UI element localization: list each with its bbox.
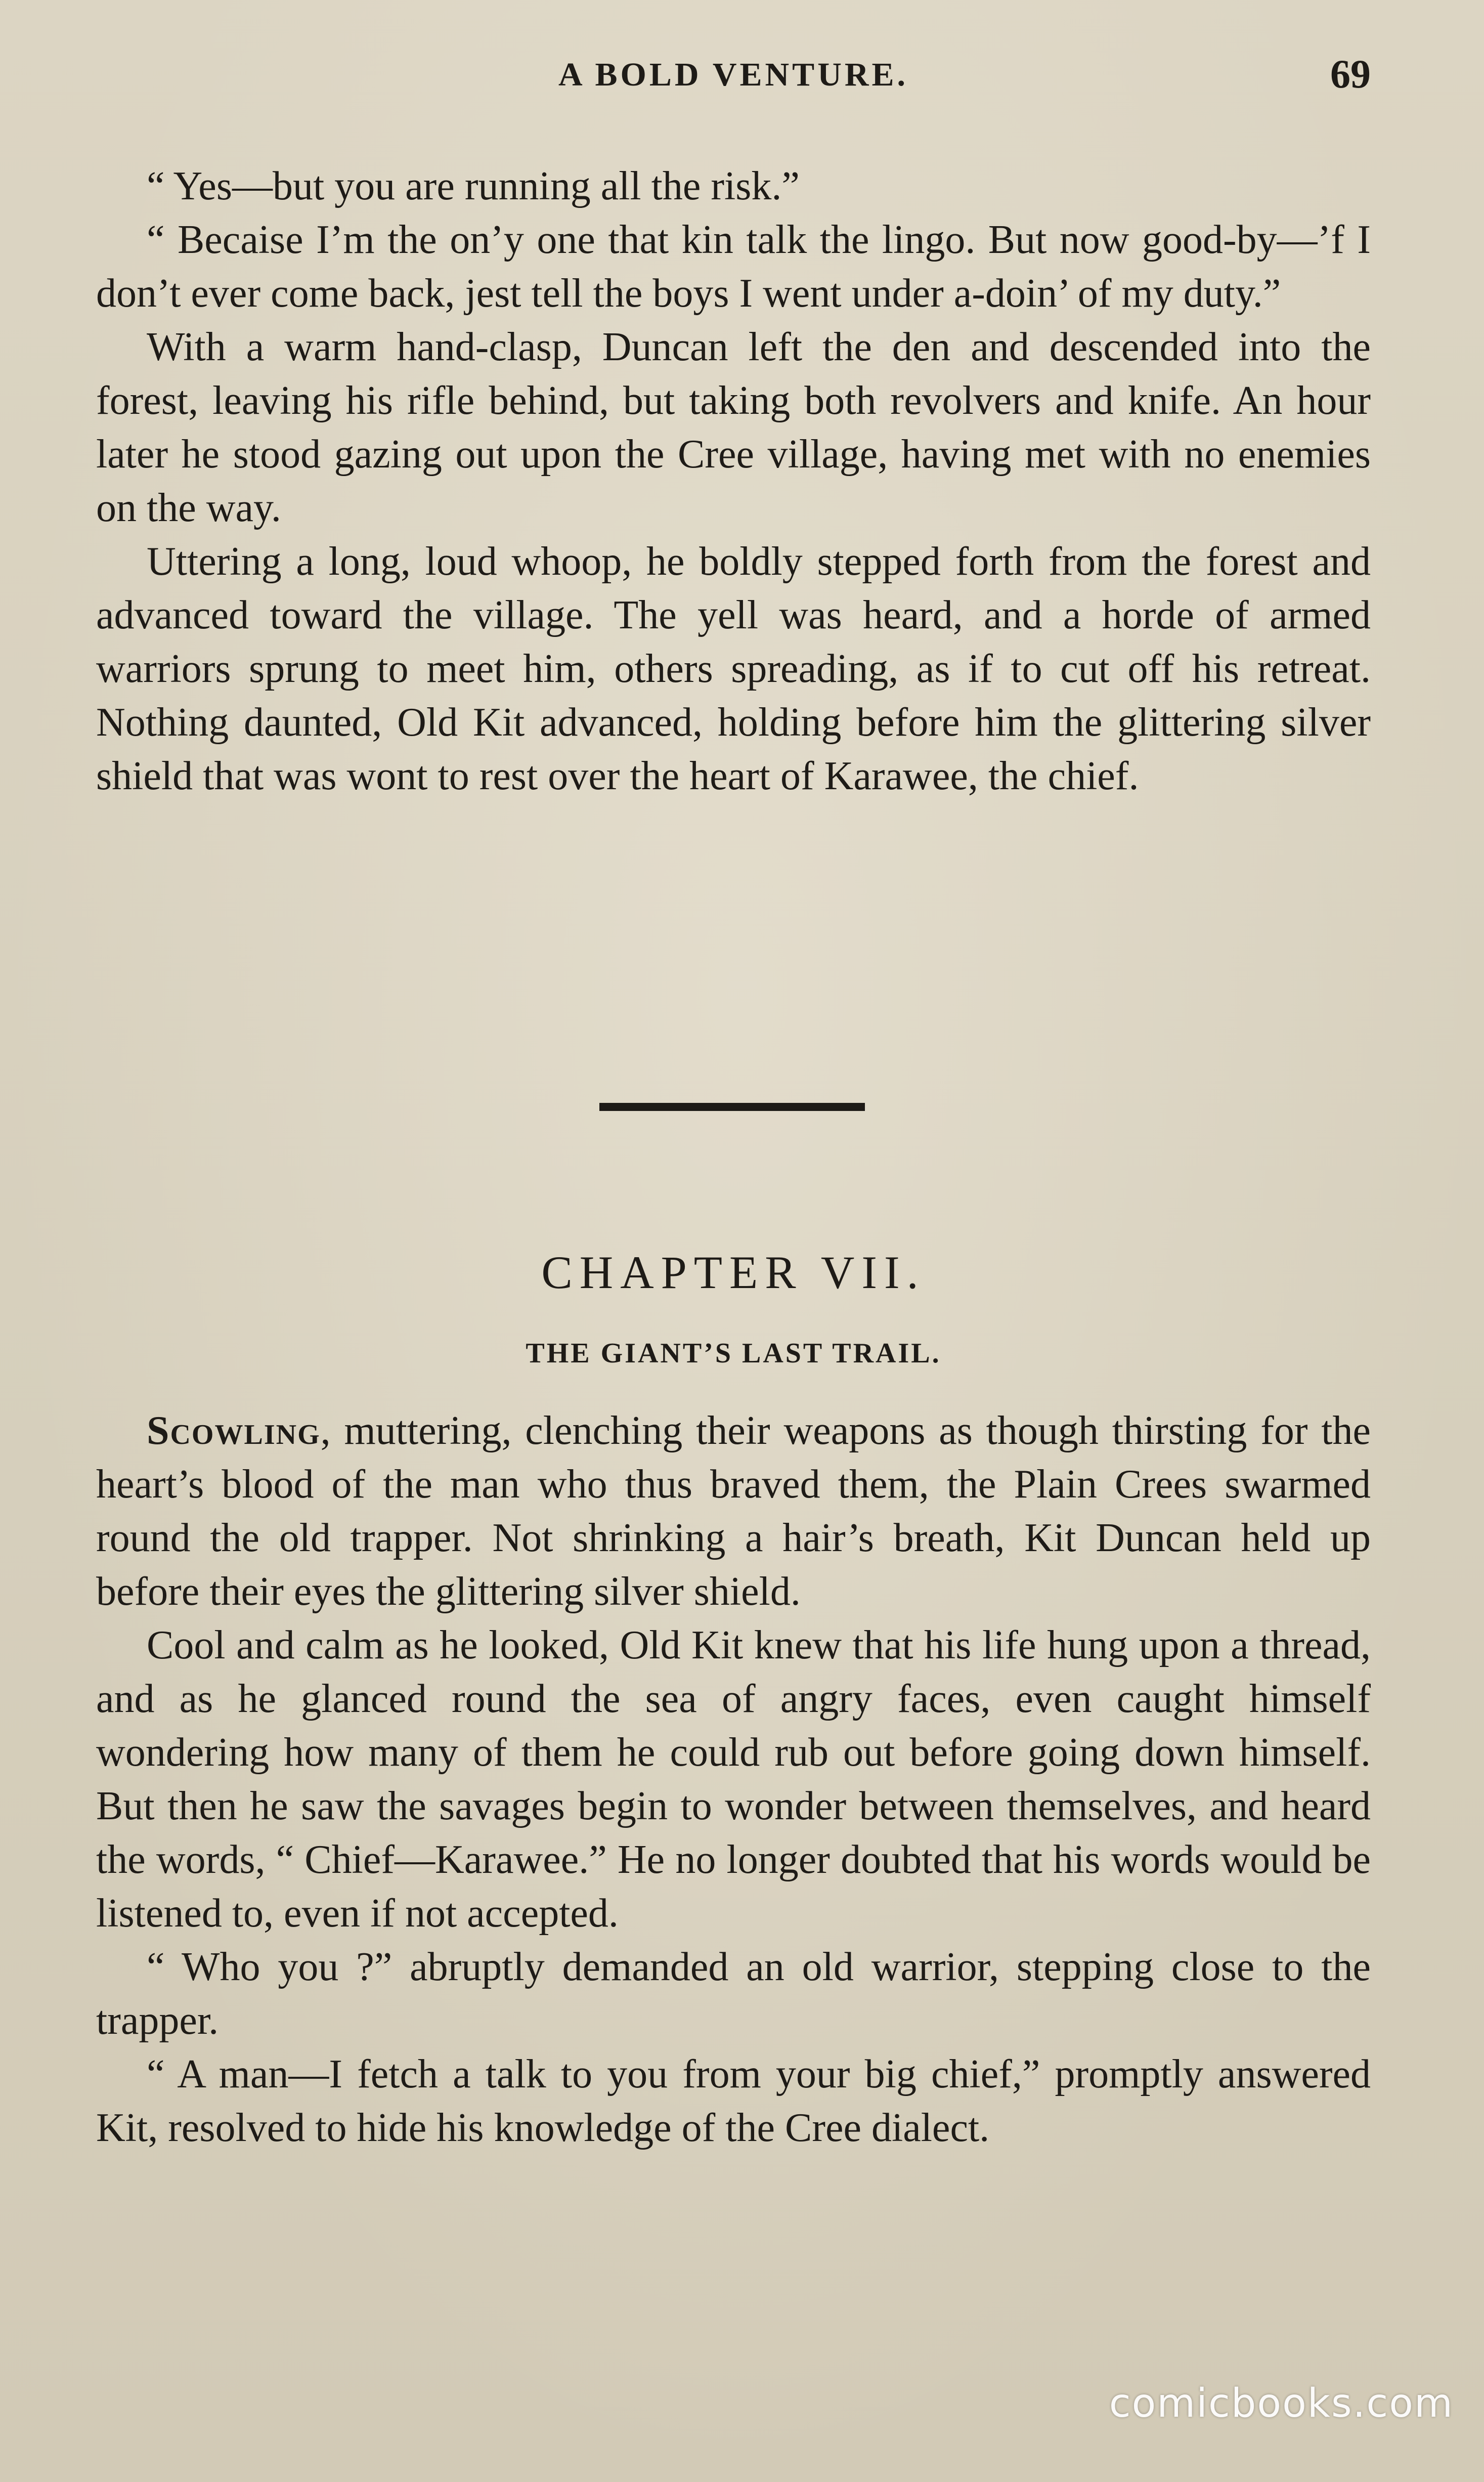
paragraph: “ Becaise I’m the on’y one that kin talk the lingo. But now good-by—’f I don’t ever come back, jest tell the boys I went under a-doin’ of my duty.” — [96, 218, 1371, 316]
site-watermark: comicbooks.com — [1109, 2381, 1454, 2426]
page-number: 69 — [1330, 52, 1371, 97]
paragraph: Cool and calm as he looked, Old Kit knew that his life hung upon a thread, and as he glanced round the sea of angry faces, even caught himself wondering how many of them he could rub out before going down himself. But then he saw the savages begin to wonder between themselves, and heard the words, “ Chief—Karawee.” He no longer doubted that his words would be listened to, even if not accepted. — [96, 1623, 1371, 1936]
opening-word: Scowling — [147, 1408, 321, 1453]
text-section-2 — [96, 1404, 1371, 2155]
paragraph: With a warm hand-clasp, Duncan left the den and descended into the forest, leaving his rifle behind, but taking both revolvers and knife. An hour later he stood gazing out upon the Cree village, having met with no enemies on the way. — [96, 325, 1371, 530]
chapter-title: CHAPTER VII. — [541, 1247, 926, 1298]
paragraph: Uttering a long, loud whoop, he boldly stepped forth from the forest and advanced toward the village. The yell was heard, and a horde of armed warriors sprung to meet him, others spreading, as if to cut off his retreat. Nothing daunted, Old Kit advanced, holding before him the glittering silver shield that was wont to rest over the heart of Karawee, the chief. — [96, 539, 1371, 798]
section-divider-rule — [599, 1103, 865, 1111]
opening-paragraph-text: , muttering, clenching their weapons as though thirsting for the heart’s blood of the man who thus braved them, the Plain Crees swarmed round the old trapper. Not shrinking a hair’s breath, Kit Duncan held up before their eyes the glittering silver shield. — [96, 1408, 1371, 1614]
paragraph: “ A man—I fetch a talk to you from your big chief,” promptly answered Kit, resolved to hide his knowledge of the Cree dialect. — [96, 2052, 1371, 2150]
page-header — [96, 52, 1371, 101]
chapter-subtitle: THE GIANT’S LAST TRAIL. — [526, 1338, 941, 1369]
text-section-1 — [96, 159, 1371, 803]
opening-paragraph — [96, 1404, 1371, 1618]
paragraph: “ Who you ?” abruptly demanded an old warrior, stepping close to the trapper. — [96, 1945, 1371, 2043]
paragraph: “ Yes—but you are running all the risk.” — [147, 164, 800, 208]
running-head: A BOLD VENTURE. — [558, 56, 909, 93]
